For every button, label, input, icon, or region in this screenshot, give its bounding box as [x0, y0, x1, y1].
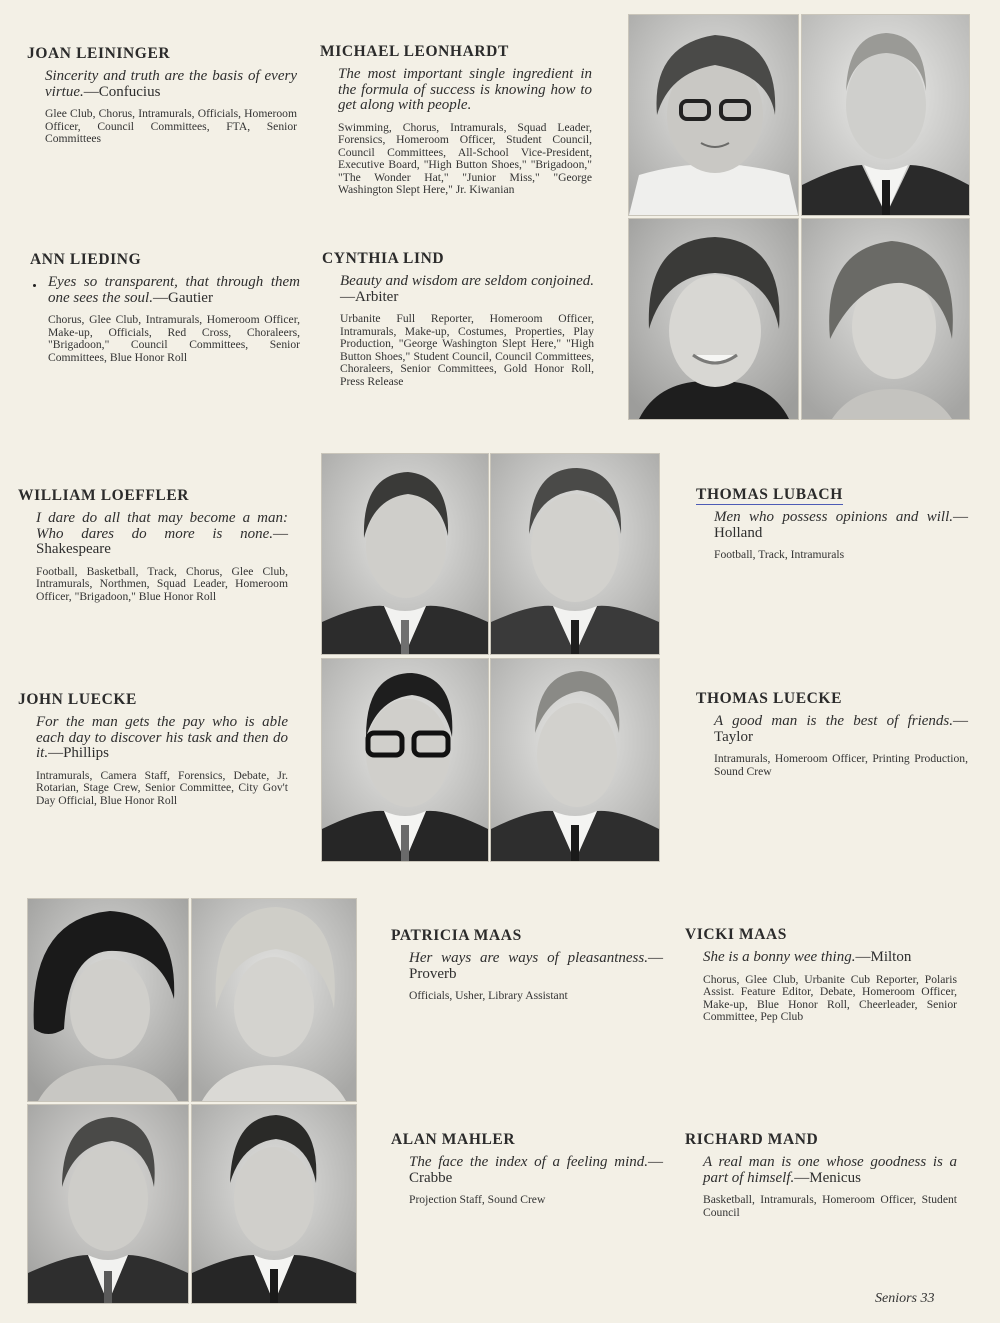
senior-entry-john-luecke: [18, 691, 288, 807]
senior-activities: Chorus, Glee Club, Intramurals, Homeroom Officer, Make-up, Officials, Red Cross, Choraleers, "Brigadoon," Council Committees, Senior Committees, Blue Honor Roll: [48, 313, 300, 364]
portrait-thomas-luecke: [490, 658, 660, 862]
senior-quote: Her ways are ways of pleasantness.—Proverb: [409, 950, 663, 982]
senior-quote: Men who possess opinions and will.—Holland: [714, 509, 968, 541]
senior-quote: A real man is one whose goodness is a part of himself.—Menicus: [703, 1154, 957, 1186]
senior-activities: Glee Club, Chorus, Intramurals, Officials, Homeroom Officer, Council Committees, FTA, Senior Committees: [45, 107, 297, 146]
senior-quote: I dare do all that may become a man: Who dares do more is none.—Shakespeare: [36, 510, 288, 557]
pen-underline: THOMAS LUBACH: [696, 486, 843, 503]
senior-activities: Basketball, Intramurals, Homeroom Officer, Student Council: [703, 1193, 957, 1219]
senior-name: JOAN LEININGER: [27, 45, 171, 62]
senior-activities: Football, Track, Intramurals: [714, 548, 845, 561]
senior-activities: Officials, Usher, Library Assistant: [409, 989, 568, 1002]
portrait-william-loeffler: [321, 453, 489, 655]
portrait-vicki-maas: [191, 898, 357, 1102]
senior-activities: Chorus, Glee Club, Urbanite Cub Reporter, Polaris Assist. Feature Editor, Debate, Homeroom Officer, Make-up, Blue Honor Roll, Cheerleader, Senior Committee, Pep Club: [703, 972, 957, 1024]
senior-entry-patricia-maas: [391, 927, 663, 1003]
page-folio: Seniors 33: [875, 1291, 935, 1306]
senior-quote: Beauty and wisdom are seldom conjoined.—Arbiter: [340, 273, 594, 305]
senior-quote: The most important single ingredient in the formula of success is knowing how to get along with people.: [338, 66, 592, 113]
portrait-john-luecke: [321, 658, 489, 862]
senior-name: THOMAS LUECKE: [696, 690, 843, 707]
senior-activities: Urbanite Full Reporter, Homeroom Officer, Intramurals, Make-up, Costumes, Properties, Play Production, "George Washington Slept Here," "High Button Shoes," Student Council, Council Committees, Choraleers, Senior Committees, Gold Honor Roll, Press Release: [340, 312, 594, 388]
senior-entry-ann-lieding: [30, 251, 300, 364]
senior-activities: Swimming, Chorus, Intramurals, Squad Leader, Forensics, Homeroom Officer, Student Council, Council Committees, All-School Vice-President, Executive Board, "High Button Shoes," "Brigadoon," "The Wonder Hat," "Junior Miss," "George Washington Slept Here," Jr. Kiwanian: [338, 120, 592, 197]
senior-entry-joan-leininger: [27, 45, 297, 146]
senior-name: ALAN MAHLER: [391, 1131, 516, 1148]
senior-name: PATRICIA MAAS: [391, 927, 522, 944]
senior-entry-richard-mand: [685, 1131, 957, 1219]
senior-activities: Football, Basketball, Track, Chorus, Glee Club, Intramurals, Northmen, Squad Leader, Homeroom Officer, "Brigadoon," Blue Honor Roll: [36, 564, 288, 603]
senior-quote: Eyes so transparent, that through them one sees the soul.—Gautier: [48, 274, 300, 306]
senior-name: VICKI MAAS: [685, 926, 788, 943]
senior-quote: For the man gets the pay who is able each day to discover his task and then do it.—Phillips: [36, 714, 288, 761]
senior-activities: Intramurals, Homeroom Officer, Printing Production, Sound Crew: [714, 752, 968, 778]
senior-entry-william-loeffler: [18, 487, 288, 603]
senior-entry-vicki-maas: [685, 926, 957, 1024]
portrait-alan-mahler: [27, 1104, 189, 1304]
portrait-joan-leininger: [628, 14, 799, 216]
portrait-ann-lieding: [628, 218, 799, 420]
portrait-cynthia-lind: [801, 218, 970, 420]
portrait-michael-leonhardt: [801, 14, 970, 216]
senior-name: [696, 486, 968, 504]
senior-name: WILLIAM LOEFFLER: [18, 487, 190, 504]
senior-name: CYNTHIA LIND: [322, 250, 445, 267]
senior-quote: Sincerity and truth are the basis of every virtue.—Confucius: [45, 68, 297, 100]
senior-name: RICHARD MAND: [685, 1131, 819, 1148]
senior-entry-alan-mahler: [391, 1131, 663, 1207]
portrait-thomas-lubach: [490, 453, 660, 655]
senior-name: ANN LIEDING: [30, 251, 142, 268]
senior-quote: She is a bonny wee thing.—Milton: [703, 949, 912, 965]
senior-name: MICHAEL LEONHARDT: [320, 43, 509, 60]
senior-quote: A good man is the best of friends.—Taylor: [714, 713, 968, 745]
senior-entry-thomas-luecke: [696, 690, 968, 778]
senior-entry-michael-leonhardt: [320, 43, 592, 197]
senior-activities: Intramurals, Camera Staff, Forensics, Debate, Jr. Rotarian, Stage Crew, Senior Committee, City Gov't Day Official, Blue Honor Roll: [36, 768, 288, 807]
senior-name: JOHN LUECKE: [18, 691, 137, 708]
senior-entry-thomas-lubach: [696, 486, 968, 562]
portrait-richard-mand: [191, 1104, 357, 1304]
senior-activities: Projection Staff, Sound Crew: [409, 1193, 546, 1206]
portrait-patricia-maas: [27, 898, 189, 1102]
senior-entry-cynthia-lind: [322, 250, 594, 389]
senior-quote: The face the index of a feeling mind.—Crabbe: [409, 1154, 663, 1186]
